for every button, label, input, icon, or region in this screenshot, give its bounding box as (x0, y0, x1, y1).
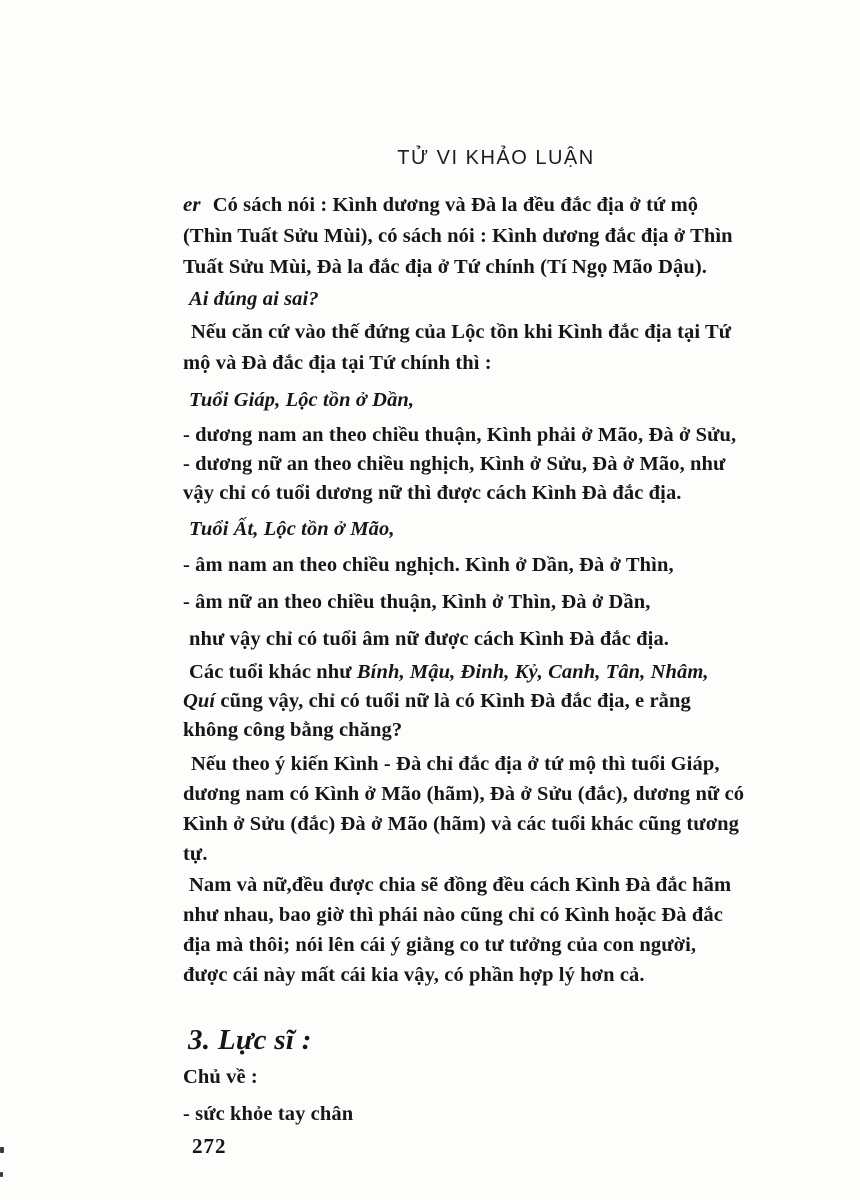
text-segment: cũng vậy, chỉ có tuổi nữ là có Kình Đà đắc địa, e rằng (215, 690, 691, 712)
text-line: - dương nam an theo chiều thuận, Kình phải ở Mão, Đà ở Sửu, (183, 424, 737, 446)
text-line: Kình ở Sửu (đắc) Đà ở Mão (hãm) và các tuổi khác cũng tương (183, 813, 740, 835)
scan-speck (0, 1172, 3, 1177)
paragraph-5 (183, 658, 783, 745)
text-line: tự. (183, 843, 208, 865)
suc-khoe-line (183, 1099, 783, 1130)
page-number: 272 (192, 1134, 227, 1158)
text-line: Nếu căn cứ vào thế đứng của Lộc tồn khi Kình đắc địa tại Tứ (191, 321, 732, 343)
paragraph-7 (183, 870, 783, 990)
text-line: - dương nữ an theo chiều nghịch, Kình ở Sửu, Đà ở Mão, như (183, 453, 726, 475)
paragraph-3 (183, 421, 783, 508)
text-line: Nếu theo ý kiến Kình - Đà chỉ đắc địa ở tứ mộ thì tuổi Giáp, (191, 753, 720, 775)
text-line: địa mà thôi; nói lên cái ý giằng co tư tưởng của con người, (183, 934, 697, 956)
text-segment-italic: Bính, Mậu, Đinh, Kỷ, Canh, Tân, Nhâm, (356, 661, 709, 683)
section-heading-luc-si: 3. Lực sĩ : (188, 1024, 312, 1056)
text-line: Nam và nữ,đều được chia sẽ đồng đều cách Kình Đà đắc hãm (189, 874, 732, 896)
text-line: mộ và Đà đắc địa tại Tứ chính thì : (183, 352, 492, 374)
text-line: (Thìn Tuất Sửu Mùi), có sách nói : Kình dương đắc địa ở Thìn (183, 225, 733, 247)
text-line: Tuổi Ất, Lộc tồn ở Mão, (189, 518, 395, 540)
text-line (183, 189, 783, 221)
running-header: TỬ VI KHẢO LUẬN (397, 147, 595, 169)
text-line: Chủ về : (183, 1066, 258, 1088)
paragraph-4 (183, 547, 783, 658)
text-line (183, 687, 783, 716)
subheading-at (183, 514, 783, 545)
scan-speck (0, 1147, 4, 1153)
text-segment: Có sách nói : Kình dương và Đà la đều đắc địa ở tứ mộ (212, 194, 699, 216)
text-segment: Các tuổi khác như (189, 661, 357, 683)
chu-ve-line (183, 1062, 783, 1093)
pointer-ornament-icon: er (183, 192, 201, 216)
text-line: - sức khỏe tay chân (183, 1103, 354, 1125)
text-line: Tuổi Giáp, Lộc tồn ở Dần, (189, 389, 415, 411)
text-line: - âm nam an theo chiều nghịch. Kình ở Dần, Đà ở Thìn, (183, 554, 674, 576)
question-line (183, 284, 783, 315)
text-line: không công bằng chăng? (183, 719, 403, 741)
text-line: được cái này mất cái kia vậy, có phần hợp lý hơn cả. (183, 964, 645, 986)
paragraph-1 (183, 189, 783, 283)
paragraph-2 (183, 317, 783, 379)
text-line: như vậy chỉ có tuổi âm nữ được cách Kình Đà đắc địa. (189, 628, 670, 650)
text-line: vậy chỉ có tuổi dương nữ thì được cách Kình Đà đắc địa. (183, 482, 682, 504)
text-line: Tuất Sửu Mùi, Đà la đắc địa ở Tứ chính (Tí Ngọ Mão Dậu). (183, 256, 707, 278)
text-line: Ai đúng ai sai? (189, 288, 319, 310)
text-segment-italic: Quí (183, 690, 216, 712)
subheading-giap (183, 385, 783, 416)
text-line: như nhau, bao giờ thì phái nào cũng chỉ có Kình hoặc Đà đắc (183, 904, 723, 926)
text-line: dương nam có Kình ở Mão (hãm), Đà ở Sửu (đắc), dương nữ có (183, 783, 745, 805)
paragraph-6 (183, 749, 783, 869)
text-line: - âm nữ an theo chiều thuận, Kình ở Thìn, Đà ở Dần, (183, 591, 651, 613)
text-line (183, 658, 783, 687)
